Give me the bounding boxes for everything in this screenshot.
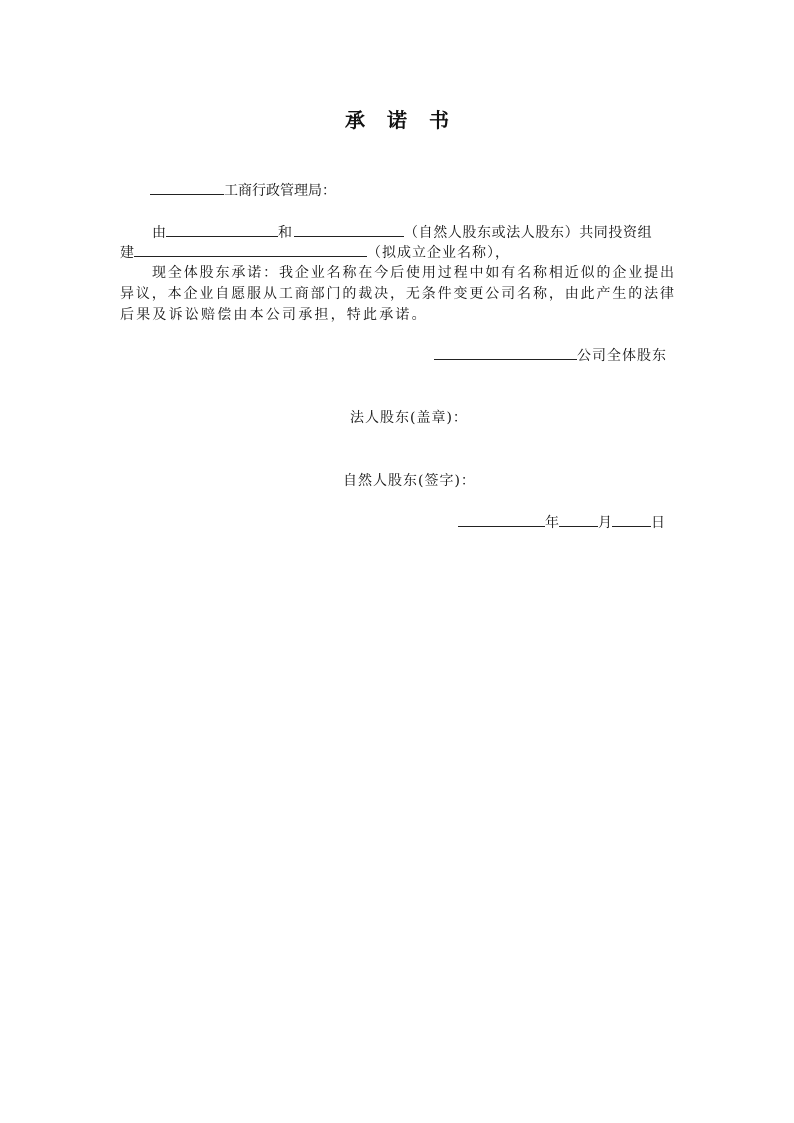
year-text: 年 <box>545 515 559 531</box>
month-blank[interactable] <box>559 512 598 527</box>
signatory-text: 公司全体股东 <box>577 348 667 364</box>
signatory-line <box>434 345 667 365</box>
bureau-blank[interactable] <box>150 180 224 195</box>
para2-line1: 现全体股东承诺：我企业名称在今后使用过程中如有名称相近似的企业提出 <box>152 265 674 281</box>
para1-line2 <box>120 242 510 262</box>
document-title: 承诺书 <box>345 108 471 132</box>
legal-shareholder-seal: 法人股东(盖章)： <box>350 410 468 426</box>
company-blank[interactable] <box>434 345 577 360</box>
shareholder-a-blank[interactable] <box>166 222 278 237</box>
company-name-blank[interactable] <box>134 242 367 257</box>
company-note-text: （拟成立企业名称）， <box>367 245 510 261</box>
natural-shareholder-signature: 自然人股东(签字)： <box>343 473 476 489</box>
shareholder-type-text: （自然人股东或法人股东）共同投资组 <box>404 225 653 241</box>
month-text: 月 <box>598 515 612 531</box>
and-text: 和 <box>278 225 292 241</box>
day-blank[interactable] <box>612 512 651 527</box>
date-line <box>458 512 665 532</box>
para1-line1 <box>152 222 674 242</box>
para2-line3: 后果及诉讼赔偿由本公司承担，特此承诺。 <box>120 307 428 323</box>
year-blank[interactable] <box>458 512 545 527</box>
build-text: 建 <box>120 245 134 261</box>
day-text: 日 <box>651 515 665 531</box>
para2-line2: 异议，本企业自愿服从工商部门的裁决，无条件变更公司名称，由此产生的法律 <box>120 286 674 302</box>
shareholder-b-blank[interactable] <box>294 222 404 237</box>
addressee-text: 工商行政管理局： <box>224 183 336 199</box>
by-text: 由 <box>152 225 166 241</box>
addressee-line <box>150 180 336 200</box>
